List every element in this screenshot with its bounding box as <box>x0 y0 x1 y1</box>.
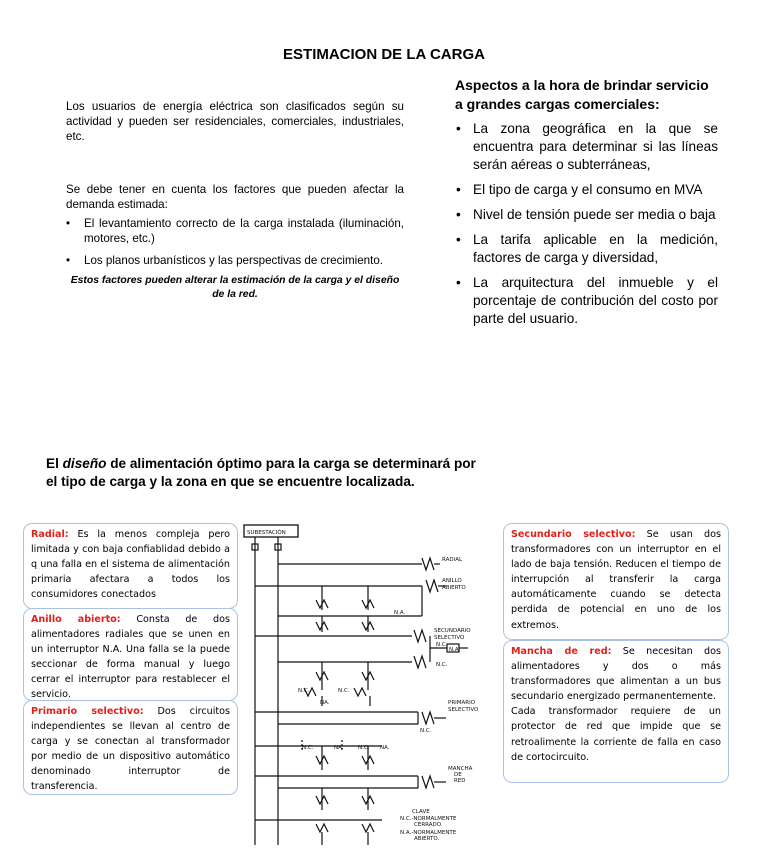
primario-nc-label: N.C. <box>298 688 310 694</box>
anillo-label-1: ANILLO <box>442 578 462 584</box>
factors-intro: Se debe tener en cuenta los factores que pueden afectar la demanda estimada: <box>66 183 404 211</box>
page-title: ESTIMACION DE LA CARGA <box>283 46 485 63</box>
list-item: • Nivel de tensión puede ser media o baja <box>455 206 718 224</box>
ring-na-label: NA. <box>334 745 344 751</box>
legend-nc-2: CERRADO. <box>414 822 443 828</box>
factors-list <box>66 216 404 268</box>
mancha-label: Mancha de red: <box>511 646 612 657</box>
ring-na-label-2: NA. <box>380 745 390 751</box>
distribution-diagram <box>242 520 497 850</box>
design-heading <box>46 455 486 491</box>
intro-paragraph: Los usuarios de energía eléctrica son clasificados según su actividad y pueden ser residenciales, comerciales, industriales, etc. <box>66 100 404 143</box>
radial-text: Es la menos compleja pero limitada y con baja confiablidad debido a q una falla en el sistema de alimentación primaria afectara a todos los consumidores conectados <box>31 529 230 601</box>
anillo-na-label: N.A. <box>394 610 406 616</box>
primario-text: Dos circuitos independientes se llevan al centro de carga y se conectan al transformador por medio de un dispositivo automático denominado interruptor de transferencia. <box>31 706 230 793</box>
mancha-label-3: RED <box>454 778 466 784</box>
anillo-abierto-box <box>23 608 238 701</box>
legend-title: CLAVE <box>412 809 430 815</box>
anillo-text: Consta de dos alimentadores radiales que se unen en un interruptor N.A. Una falla se la puede seccionar de forma manual y luego cerrar el interruptor para restablecer el servicio. <box>31 614 230 701</box>
diagram-labels <box>247 529 479 842</box>
primario-nc-label-3: N.C. <box>420 728 432 734</box>
secundario-label-2: SELECTIVO <box>434 635 465 641</box>
secundario-selectivo-box <box>503 523 729 640</box>
primario-label-1: PRIMARIO <box>448 700 476 706</box>
secundario-label: Secundario selectivo: <box>511 529 636 540</box>
mancha-text-2: Cada transformador requiere de un protector de red que impide que se retroalimente la corriente de falla en caso de cortocircuito. <box>511 706 721 763</box>
list-item: • El levantamiento correcto de la carga instalada (iluminación, motores, etc.) <box>66 216 404 246</box>
secundario-text: Se usan dos transformadores con un interruptor en el lado de baja tensión. Reducen el tiempo de interrupción al transferir la carga automáticamente cuando se detecta perdida de potencial en uno de los extremos. <box>511 529 722 631</box>
list-item: • La zona geográfica en la que se encuentra para determinar si las líneas serán aéreas o subterráneas, <box>455 120 718 174</box>
right-column <box>455 76 718 335</box>
list-item: • Los planos urbanísticos y las perspectivas de crecimiento. <box>66 253 404 268</box>
anillo-label-2: ABIERTO <box>442 585 466 591</box>
secundario-label-1: SECUNDARIO <box>434 628 471 634</box>
legend-nc-1: N.C.-NORMALMENTE <box>400 816 457 822</box>
design-emphasis: diseño <box>62 456 107 471</box>
ring-nc-label: N.C. <box>302 745 314 751</box>
legend-na-1: N.A.-NORMALMENTE <box>400 830 457 836</box>
primario-label-2: SELECTIVO <box>448 707 479 713</box>
mancha-label-2: DE <box>454 772 462 778</box>
list-item: • La tarifa aplicable en la medición, factores de carga y diversidad, <box>455 231 718 267</box>
aspects-heading: Aspectos a la hora de brindar servicio a grandes cargas comerciales: <box>455 77 709 112</box>
primario-nc-label-2: N.C. <box>338 688 350 694</box>
mancha-de-red-box <box>503 640 729 783</box>
factors-note: Estos factores pueden alterar la estimación de la carga y el diseño de la red. <box>70 275 400 300</box>
primario-na-label: NA. <box>320 700 330 706</box>
secundario-na-label: N.A. <box>449 647 461 653</box>
design-rest: de alimentación óptimo para la carga se determinará por el tipo de carga y la zona en que se encuentre localizada. <box>46 456 476 489</box>
radial-label-diagram: RADIAL <box>442 557 463 563</box>
aspects-list <box>455 120 718 328</box>
radial-transformer <box>422 558 434 570</box>
list-item: • La arquitectura del inmueble y el porcentaje de contribución del costo por parte del usuario. <box>455 274 718 328</box>
substation-label: SUBESTACIÓN <box>247 530 286 536</box>
secundario-nc-label: N.C. <box>436 642 448 648</box>
primario-label: Primario selectivo: <box>31 706 144 717</box>
diagram-lines <box>244 525 468 845</box>
anillo-label: Anillo abierto: <box>31 614 121 625</box>
legend-na-2: ABIERTO. <box>414 836 440 842</box>
primario-selectivo-box <box>23 700 238 795</box>
left-column <box>66 99 404 302</box>
list-item: • El tipo de carga y el consumo en MVA <box>455 181 718 199</box>
radial-label: Radial: <box>31 529 69 540</box>
design-prefix: El <box>46 456 63 471</box>
secundario-nc-label-2: N.C. <box>436 662 448 668</box>
radial-box <box>23 523 238 609</box>
ring-nc-label-2: N.C. <box>358 745 370 751</box>
mancha-text: Se necesitan dos alimentadores y dos o más transformadores que alimentan a un bus secundario energizado permanentemente. <box>511 646 721 703</box>
mancha-label-1: MANCHA <box>448 766 473 772</box>
